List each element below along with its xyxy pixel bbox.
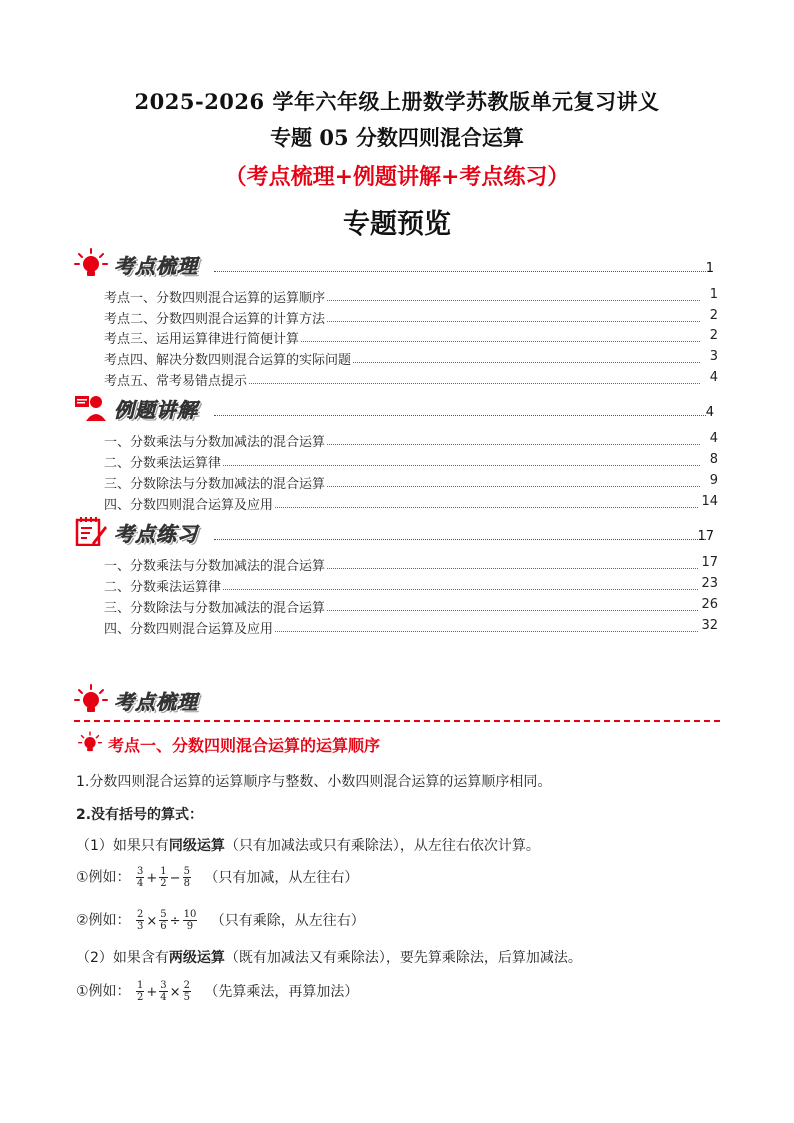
toc-item[interactable] xyxy=(104,349,718,367)
toc-item-label: 四、分数四则混合运算及应用 xyxy=(104,494,275,513)
paragraph-no-brackets: 2.没有括号的算式： xyxy=(76,807,204,823)
rule-text: （1）如果只有 xyxy=(76,838,169,854)
toc-item-label: 考点一、分数四则混合运算的运算顺序 xyxy=(104,287,327,306)
numerator: 1 xyxy=(160,866,167,877)
toc-page-number: 1 xyxy=(709,287,718,302)
toc-page-number: 2 xyxy=(709,328,718,343)
rule-two-levels xyxy=(76,947,736,967)
operator: × xyxy=(169,984,181,1000)
toc-section-label: 考点练习 xyxy=(114,522,198,546)
example-prefix: ①例如： xyxy=(76,983,131,1000)
toc-item[interactable] xyxy=(104,597,718,615)
topic-title: 专题 05 分数四则混合运算 xyxy=(270,125,524,150)
toc-item[interactable] xyxy=(104,576,718,594)
fraction xyxy=(136,909,144,932)
toc-item-label: 考点二、分数四则混合运算的计算方法 xyxy=(104,308,327,327)
toc-item-label: 四、分数四则混合运算及应用 xyxy=(104,618,275,637)
denominator: 3 xyxy=(137,921,144,932)
example-prefix: ①例如： xyxy=(76,869,131,886)
numerator: 3 xyxy=(137,866,144,877)
denominator: 9 xyxy=(186,921,194,932)
operator: × xyxy=(146,913,158,929)
toc-section-label: 考点梳理 xyxy=(114,254,198,278)
denominator: 5 xyxy=(183,992,190,1003)
numerator: 10 xyxy=(183,909,197,920)
example-note: （只有加减，从左往右） xyxy=(204,869,359,886)
fraction xyxy=(183,909,198,932)
toc-item[interactable] xyxy=(104,370,718,388)
rule-keyword: 同级运算 xyxy=(168,838,225,854)
example-note: （先算乘法，再算加法） xyxy=(204,983,359,1000)
kaodian-one-title: 考点一、分数四则混合运算的运算顺序 xyxy=(108,736,381,755)
toc-page-number: 14 xyxy=(701,494,718,509)
toc-item-label: 一、分数乘法与分数加减法的混合运算 xyxy=(104,555,327,574)
toc-item[interactable] xyxy=(104,308,718,326)
fraction xyxy=(136,866,144,889)
toc-section-liti-jiangjie[interactable] xyxy=(74,392,714,422)
toc-item-label: 二、分数乘法运算律 xyxy=(104,452,223,471)
operator: + xyxy=(146,984,158,1000)
content-section-label: 考点梳理 xyxy=(114,690,198,714)
document-title: 2025-2026 学年六年级上册数学苏教版单元复习讲义 xyxy=(134,89,660,114)
toc-page-number: 32 xyxy=(701,618,718,633)
operator: + xyxy=(146,870,158,886)
toc-item-label: 考点三、运用运算律进行简便计算 xyxy=(104,328,301,347)
toc-item-label: 三、分数除法与分数加减法的混合运算 xyxy=(104,597,327,616)
toc-page-number: 26 xyxy=(701,597,718,612)
denominator: 4 xyxy=(160,992,167,1003)
dashed-divider xyxy=(74,720,720,722)
toc-item[interactable] xyxy=(104,287,718,305)
toc-page-number: 4 xyxy=(709,431,718,446)
dot-leader xyxy=(214,415,706,416)
toc-page-number: 8 xyxy=(709,452,718,467)
toc-section-kaodian-lianxi[interactable] xyxy=(74,516,714,546)
denominator: 4 xyxy=(137,878,144,889)
example-prefix: ②例如： xyxy=(76,912,131,929)
toc-page-number: 1 xyxy=(705,261,714,276)
rule-same-level xyxy=(76,835,736,855)
operator: ÷ xyxy=(169,913,181,929)
notepad-icon xyxy=(74,516,108,546)
rule-text: （2）如果含有 xyxy=(76,950,169,966)
teacher-icon xyxy=(74,392,108,422)
lightbulb-icon xyxy=(74,684,108,714)
toc-item-label: 二、分数乘法运算律 xyxy=(104,576,223,595)
paragraph-order-same: 1.分数四则混合运算的运算顺序与整数、小数四则混合运算的运算顺序相同。 xyxy=(76,774,552,790)
rule-text: （既有加减法又有乘除法），要先算乘除法，后算加减法。 xyxy=(224,950,582,966)
toc-page-number: 4 xyxy=(709,370,718,385)
toc-item-label: 一、分数乘法与分数加减法的混合运算 xyxy=(104,431,327,450)
preview-title: 专题预览 xyxy=(343,209,451,240)
fraction xyxy=(159,909,167,932)
lightbulb-icon xyxy=(78,730,102,754)
toc-section-label: 例题讲解 xyxy=(114,398,198,422)
denominator: 2 xyxy=(137,992,144,1003)
numerator: 1 xyxy=(137,980,144,991)
toc-item-label: 考点四、解决分数四则混合运算的实际问题 xyxy=(104,349,353,368)
toc-page-number: 2 xyxy=(709,308,718,323)
fraction xyxy=(183,866,191,889)
example-3 xyxy=(76,980,736,1003)
toc-item[interactable] xyxy=(104,618,718,636)
content-section-header xyxy=(74,684,714,714)
toc-item[interactable] xyxy=(104,494,718,512)
dot-leader xyxy=(214,539,706,540)
topic-subtitle: （考点梳理+例题讲解+考点练习） xyxy=(224,164,570,190)
rule-keyword: 两级运算 xyxy=(168,950,225,966)
fraction xyxy=(183,980,191,1003)
toc-item-label: 三、分数除法与分数加减法的混合运算 xyxy=(104,473,327,492)
numerator: 2 xyxy=(183,980,190,991)
toc-page-number: 17 xyxy=(701,555,718,570)
numerator: 5 xyxy=(183,866,190,877)
rule-text: （只有加减法或只有乘除法），从左往右依次计算。 xyxy=(224,838,540,854)
denominator: 2 xyxy=(160,878,167,889)
toc-page-number: 3 xyxy=(709,349,718,364)
lightbulb-icon xyxy=(74,248,108,278)
denominator: 6 xyxy=(160,921,167,932)
example-note: （只有乘除，从左往右） xyxy=(210,912,365,929)
numerator: 5 xyxy=(160,909,167,920)
toc-page-number: 17 xyxy=(697,529,714,544)
example-1 xyxy=(76,866,736,889)
toc-item[interactable] xyxy=(104,473,718,491)
fraction xyxy=(159,980,167,1003)
example-2 xyxy=(76,909,736,932)
dot-leader xyxy=(214,271,706,272)
toc-item[interactable] xyxy=(104,431,718,449)
toc-section-kaodian-shuli[interactable] xyxy=(74,248,714,278)
fraction xyxy=(159,866,167,889)
operator: − xyxy=(169,870,181,886)
toc-item[interactable] xyxy=(104,452,718,470)
toc-item-label: 考点五、常考易错点提示 xyxy=(104,370,249,389)
numerator: 2 xyxy=(137,909,144,920)
denominator: 8 xyxy=(183,878,190,889)
numerator: 3 xyxy=(160,980,167,991)
toc-page-number: 23 xyxy=(701,576,718,591)
toc-item[interactable] xyxy=(104,328,718,346)
toc-item[interactable] xyxy=(104,555,718,573)
toc-page-number: 4 xyxy=(705,405,714,420)
toc-page-number: 9 xyxy=(709,473,718,488)
fraction xyxy=(136,980,144,1003)
